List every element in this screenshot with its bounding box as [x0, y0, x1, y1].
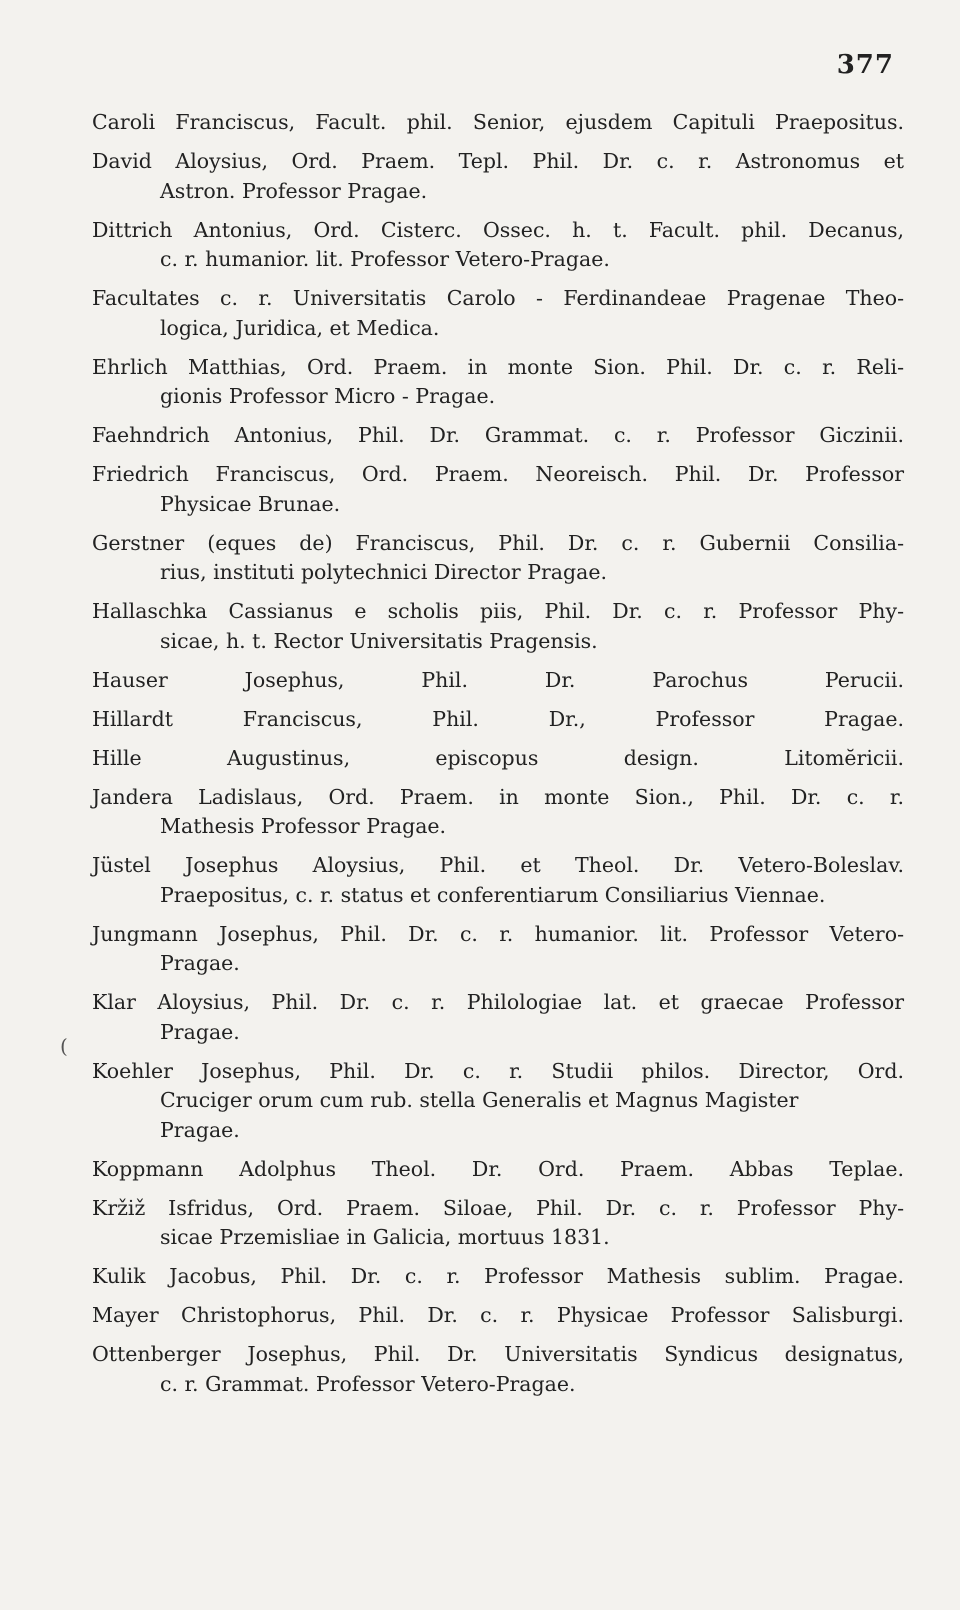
entry-continuation-line: gionis Professor Micro - Pragae. [160, 384, 496, 408]
directory-entry [92, 988, 904, 1047]
entry-line: Hallaschka Cassianus e scholis piis, Phil. Dr. c. r. Professor Phy- [92, 599, 904, 623]
entry-line: Jandera Ladislaus, Ord. Praem. in monte Sion., Phil. Dr. c. r. [92, 784, 904, 809]
entry-line: Faehndrich Antonius, Phil. Dr. Grammat. c. r. Professor Giczinii. [92, 423, 904, 447]
directory-entry [92, 705, 904, 735]
entry-continuation-line: sicae, h. t. Rector Universitatis Pragensis. [160, 628, 598, 653]
entry-line: Kulik Jacobus, Phil. Dr. c. r. Professor Mathesis sublim. Pragae. [92, 1264, 904, 1288]
entry-line: Facultates c. r. Universitatis Carolo - Ferdinandeae Pragenae Theo- [92, 286, 904, 310]
directory-entry [92, 216, 904, 275]
directory-entry [92, 1194, 904, 1253]
entry-line: Jungmann Josephus, Phil. Dr. c. r. humanior. lit. Professor Vetero- [92, 921, 904, 946]
directory-entry [92, 597, 904, 656]
directory-entry [92, 460, 904, 519]
directory-entry [92, 920, 904, 979]
entry-line: Koehler Josephus, Phil. Dr. c. r. Studii philos. Director, Ord. [92, 1058, 904, 1083]
directory-entry [92, 353, 904, 412]
directory-entry [92, 284, 904, 343]
entry-line: Gerstner (eques de) Franciscus, Phil. Dr. c. r. Gubernii Consilia- [92, 530, 904, 555]
entry-line: Ottenberger Josephus, Phil. Dr. Universitatis Syndicus designatus, [92, 1342, 904, 1366]
entry-continuation-line: Physicae Brunae. [160, 491, 341, 516]
entry-continuation-line: Cruciger orum cum rub. stella Generalis et Magnus Magister [160, 1088, 799, 1112]
entry-line: Dittrich Antonius, Ord. Cisterc. Ossec. h. t. Facult. phil. Decanus, [92, 217, 904, 242]
entry-line: Friedrich Franciscus, Ord. Praem. Neoreisch. Phil. Dr. Professor [92, 462, 904, 486]
entry-continuation-line: Pragae. [160, 951, 240, 975]
entry-line: Jüstel Josephus Aloysius, Phil. et Theol. Dr. Vetero-Boleslav. [92, 853, 904, 877]
entry-line: Ehrlich Matthias, Ord. Praem. in monte Sion. Phil. Dr. c. r. Reli- [92, 354, 904, 379]
directory-entry [92, 1340, 904, 1399]
entry-list [92, 108, 904, 1409]
entry-continuation-line: c. r. humanior. lit. Professor Vetero-Pragae. [160, 247, 610, 271]
entry-line: David Aloysius, Ord. Praem. Tepl. Phil. Dr. c. r. Astronomus et [92, 149, 904, 173]
entry-continuation-line: Praepositus, c. r. status et conferentiarum Consiliarius Viennae. [160, 882, 826, 907]
entry-line: Hillardt Franciscus, Phil. Dr., Professor Pragae. [92, 706, 904, 731]
entry-continuation-line: rius, instituti polytechnici Director Pragae. [160, 560, 608, 584]
directory-entry [92, 851, 904, 910]
entry-continuation-line: c. r. Grammat. Professor Vetero-Pragae. [160, 1371, 576, 1396]
entry-line: Kržiž Isfridus, Ord. Praem. Siloae, Phil. Dr. c. r. Professor Phy- [92, 1195, 904, 1220]
page-number: 377 [836, 50, 894, 80]
entry-line: Caroli Franciscus, Facult. phil. Senior, ejusdem Capituli Praepositus. [92, 110, 904, 134]
entry-line: Klar Aloysius, Phil. Dr. c. r. Philologiae lat. et graecae Professor [92, 990, 904, 1014]
entry-continuation-line: logica, Juridica, et Medica. [160, 315, 440, 340]
directory-entry [92, 108, 904, 138]
directory-entry [92, 744, 904, 774]
directory-entry [92, 147, 904, 206]
entry-continuation-line: sicae Przemisliae in Galicia, mortuus 1831. [160, 1225, 610, 1249]
entry-continuation-line: Pragae. [160, 1019, 240, 1044]
directory-entry [92, 666, 904, 696]
directory-entry [92, 1155, 904, 1185]
entry-line: Hauser Josephus, Phil. Dr. Parochus Perucii. [92, 667, 904, 692]
margin-mark: ( [60, 1034, 68, 1058]
entry-continuation-line: Pragae. [160, 1117, 240, 1142]
entry-continuation-line: Mathesis Professor Pragae. [160, 814, 447, 838]
entry-line: Hille Augustinus, episcopus design. Litomĕricii. [92, 745, 904, 770]
entry-line: Mayer Christophorus, Phil. Dr. c. r. Physicae Professor Salisburgi. [92, 1303, 904, 1327]
entry-continuation-line: Astron. Professor Pragae. [160, 178, 428, 203]
directory-entry [92, 783, 904, 842]
directory-entry [92, 1301, 904, 1331]
directory-entry [92, 1262, 904, 1292]
entry-line: Koppmann Adolphus Theol. Dr. Ord. Praem. Abbas Teplae. [92, 1156, 904, 1181]
directory-entry [92, 1057, 904, 1146]
directory-entry [92, 421, 904, 451]
directory-entry [92, 529, 904, 588]
